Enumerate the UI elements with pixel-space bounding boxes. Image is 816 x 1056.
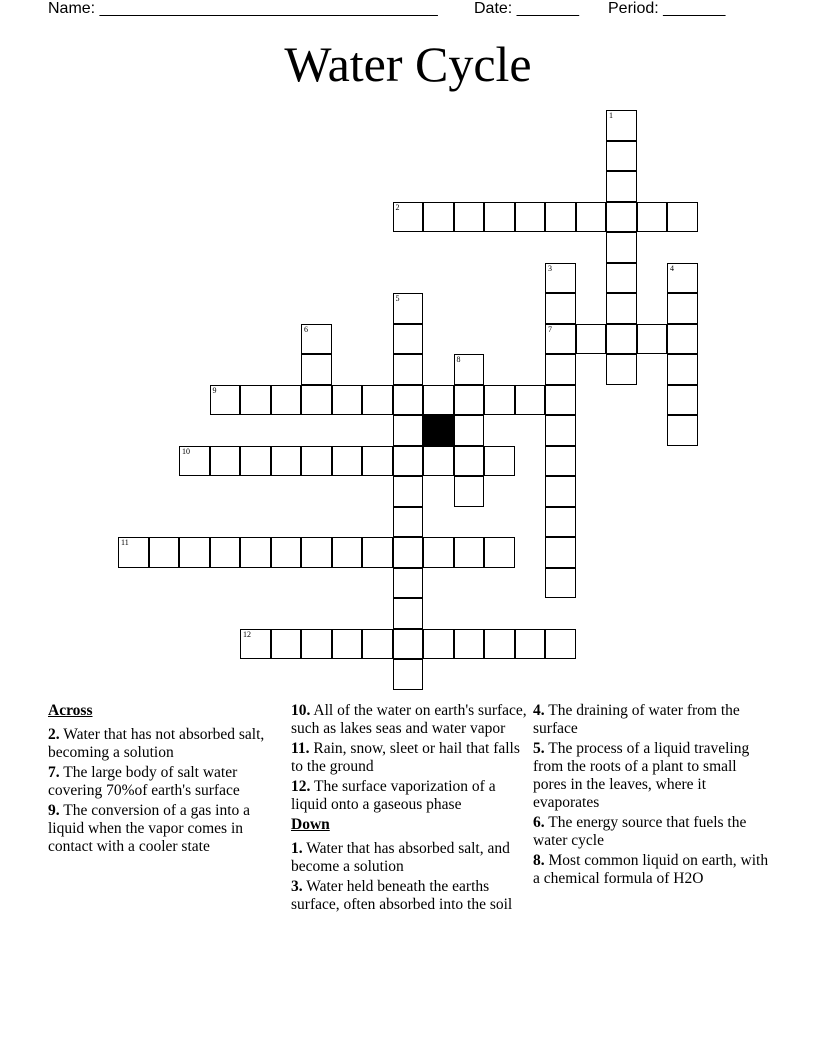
crossword-cell <box>637 324 668 355</box>
crossword-cell <box>149 537 180 568</box>
clue-number-label: 4 <box>670 263 674 273</box>
crossword-cell <box>301 385 332 416</box>
page-title: Water Cycle <box>284 36 532 92</box>
crossword-cell <box>454 385 485 416</box>
crossword-cell <box>454 354 485 385</box>
crossword-cell <box>393 354 424 385</box>
crossword-cell <box>393 293 424 324</box>
clue-number: 11. <box>291 740 310 757</box>
crossword-cell <box>423 202 454 233</box>
crossword-cell <box>301 446 332 477</box>
crossword-cell <box>240 537 271 568</box>
crossword-cell <box>545 354 576 385</box>
crossword-cell <box>393 476 424 507</box>
crossword-cell <box>667 293 698 324</box>
crossword-cell <box>210 446 241 477</box>
clue-text: All of the water on earth's surface, such as lakes seas and water vapor <box>291 702 527 737</box>
clue-number: 6. <box>533 814 545 831</box>
crossword-cell <box>484 537 515 568</box>
crossword-cell <box>271 537 302 568</box>
clues-column-3 <box>533 702 769 890</box>
crossword-cell <box>271 446 302 477</box>
crossword-cell <box>606 263 637 294</box>
clue-text: The surface vaporization of a liquid onto a gaseous phase <box>291 778 496 813</box>
crossword-cell <box>454 629 485 660</box>
crossword-cell <box>454 476 485 507</box>
clue-across-10 <box>291 702 527 738</box>
crossword-cell <box>545 202 576 233</box>
crossword-cell <box>545 629 576 660</box>
crossword-cell <box>667 354 698 385</box>
clue-number-label: 9 <box>212 385 217 395</box>
crossword-cell <box>179 446 210 477</box>
crossword-cell <box>240 385 271 416</box>
crossword-cell <box>393 507 424 538</box>
crossword-cell <box>179 537 210 568</box>
period-field: Period: _______ <box>608 0 726 17</box>
clue-text: The energy source that fuels the water cycle <box>533 814 747 849</box>
crossword-cell <box>393 629 424 660</box>
crossword-cell <box>393 385 424 416</box>
clue-number: 2. <box>48 726 60 743</box>
clue-number: 12. <box>291 778 311 795</box>
clue-number: 10. <box>291 702 311 719</box>
crossword-cell <box>332 446 363 477</box>
crossword-cell <box>240 629 271 660</box>
crossword-cell <box>332 537 363 568</box>
crossword-cell <box>301 354 332 385</box>
crossword-cell <box>423 446 454 477</box>
clue-number-label: 2 <box>395 202 400 212</box>
clue-down-1 <box>291 840 527 876</box>
crossword-cell <box>362 385 393 416</box>
clue-across-11 <box>291 740 527 776</box>
clue-text: The process of a liquid traveling from the roots of a plant to small pores in the leaves, where it evaporates <box>533 740 750 811</box>
clue-number-label: 7 <box>548 324 552 334</box>
crossword-cell <box>393 568 424 599</box>
crossword-cell <box>454 446 485 477</box>
clue-number: 7. <box>48 764 60 781</box>
crossword-cell <box>545 507 576 538</box>
crossword-cell <box>667 202 698 233</box>
crossword-cell <box>454 537 485 568</box>
crossword-cell <box>606 110 637 141</box>
name-field: Name: ______________________________________ <box>48 0 438 17</box>
clue-text: The large body of salt water covering 70%of earth's surface <box>48 764 240 799</box>
crossword-cell <box>515 385 546 416</box>
crossword-cell <box>545 446 576 477</box>
crossword-cell <box>606 202 637 233</box>
clue-text: Rain, snow, sleet or hail that falls to the ground <box>291 740 520 775</box>
crossword-cell <box>484 446 515 477</box>
crossword-cell <box>332 385 363 416</box>
crossword-cell <box>423 385 454 416</box>
clue-text: The conversion of a gas into a liquid when the vapor comes in contact with a cooler state <box>48 802 251 855</box>
crossword-cell <box>301 629 332 660</box>
crossword-cell <box>606 354 637 385</box>
clue-text: The draining of water from the surface <box>533 702 740 737</box>
crossword-cell <box>606 141 637 172</box>
crossword-cell <box>393 598 424 629</box>
clue-number: 4. <box>533 702 545 719</box>
crossword-cell <box>454 415 485 446</box>
crossword-cell <box>423 629 454 660</box>
crossword-cell <box>606 171 637 202</box>
crossword-cell <box>545 476 576 507</box>
crossword-cell <box>484 385 515 416</box>
crossword-cell <box>484 202 515 233</box>
clue-number-label: 3 <box>548 263 552 273</box>
clue-text: Water that has not absorbed salt, becoming a solution <box>48 726 265 761</box>
date-field: Date: _______ <box>474 0 579 17</box>
crossword-cell <box>515 202 546 233</box>
crossword-cell <box>515 629 546 660</box>
clue-number: 3. <box>291 878 303 895</box>
crossword-cell <box>393 324 424 355</box>
crossword-cell <box>545 293 576 324</box>
crossword-cell <box>393 202 424 233</box>
clues-column-2 <box>291 702 527 916</box>
crossword-cell <box>667 385 698 416</box>
crossword-cell <box>210 385 241 416</box>
clue-down-6 <box>533 814 769 850</box>
clue-number: 8. <box>533 852 545 869</box>
crossword-cell <box>332 629 363 660</box>
crossword-cell <box>362 537 393 568</box>
clue-down-5 <box>533 740 769 812</box>
clue-number-label: 11 <box>121 538 129 547</box>
down-heading: Down <box>291 816 330 833</box>
crossword-cell <box>545 324 576 355</box>
crossword-cell <box>454 202 485 233</box>
crossword-cell <box>393 446 424 477</box>
clue-number: 5. <box>533 740 545 757</box>
crossword-cell <box>606 324 637 355</box>
clue-number-label: 8 <box>456 355 461 364</box>
crossword-cell <box>484 629 515 660</box>
crossword-cell <box>362 629 393 660</box>
crossword-cell <box>667 324 698 355</box>
clue-down-4 <box>533 702 769 738</box>
crossword-cell <box>240 446 271 477</box>
crossword-cell <box>576 324 607 355</box>
clue-number: 1. <box>291 840 303 857</box>
crossword-cell <box>545 415 576 446</box>
crossword-cell <box>118 537 149 568</box>
clue-across-12 <box>291 778 527 814</box>
crossword-black-cell <box>423 415 454 446</box>
crossword-cell <box>606 293 637 324</box>
clue-number-label: 1 <box>609 111 613 120</box>
clue-number-label: 10 <box>182 446 190 456</box>
crossword-cell <box>545 568 576 599</box>
clue-number-label: 6 <box>304 324 308 334</box>
crossword-cell <box>545 263 576 294</box>
crossword-cell <box>667 415 698 446</box>
clue-number-label: 5 <box>395 294 400 303</box>
crossword-cell <box>545 537 576 568</box>
crossword-cell <box>362 446 393 477</box>
crossword-cell <box>667 263 698 294</box>
clue-across-7 <box>48 764 280 800</box>
clue-number: 9. <box>48 802 60 819</box>
across-heading: Across <box>48 702 93 719</box>
crossword-cell <box>210 537 241 568</box>
crossword-cell <box>301 324 332 355</box>
crossword-cell <box>637 202 668 233</box>
crossword-cell <box>576 202 607 233</box>
crossword-cell <box>393 659 424 690</box>
crossword-cell <box>393 415 424 446</box>
clues-column-1 <box>48 702 280 858</box>
crossword-cell <box>423 537 454 568</box>
clue-text: Most common liquid on earth, with a chemical formula of H2O <box>533 852 769 887</box>
clue-number-label: 12 <box>243 629 251 639</box>
clue-across-2 <box>48 726 280 762</box>
clue-text: Water held beneath the earths surface, often absorbed into the soil <box>291 878 513 913</box>
clue-down-8 <box>533 852 769 888</box>
crossword-cell <box>271 385 302 416</box>
crossword-cell <box>393 537 424 568</box>
crossword-cell <box>271 629 302 660</box>
clue-across-9 <box>48 802 280 856</box>
clue-text: Water that has absorbed salt, and become a solution <box>291 840 510 875</box>
crossword-cell <box>606 232 637 263</box>
clue-down-3 <box>291 878 527 914</box>
crossword-cell <box>545 385 576 416</box>
crossword-cell <box>301 537 332 568</box>
